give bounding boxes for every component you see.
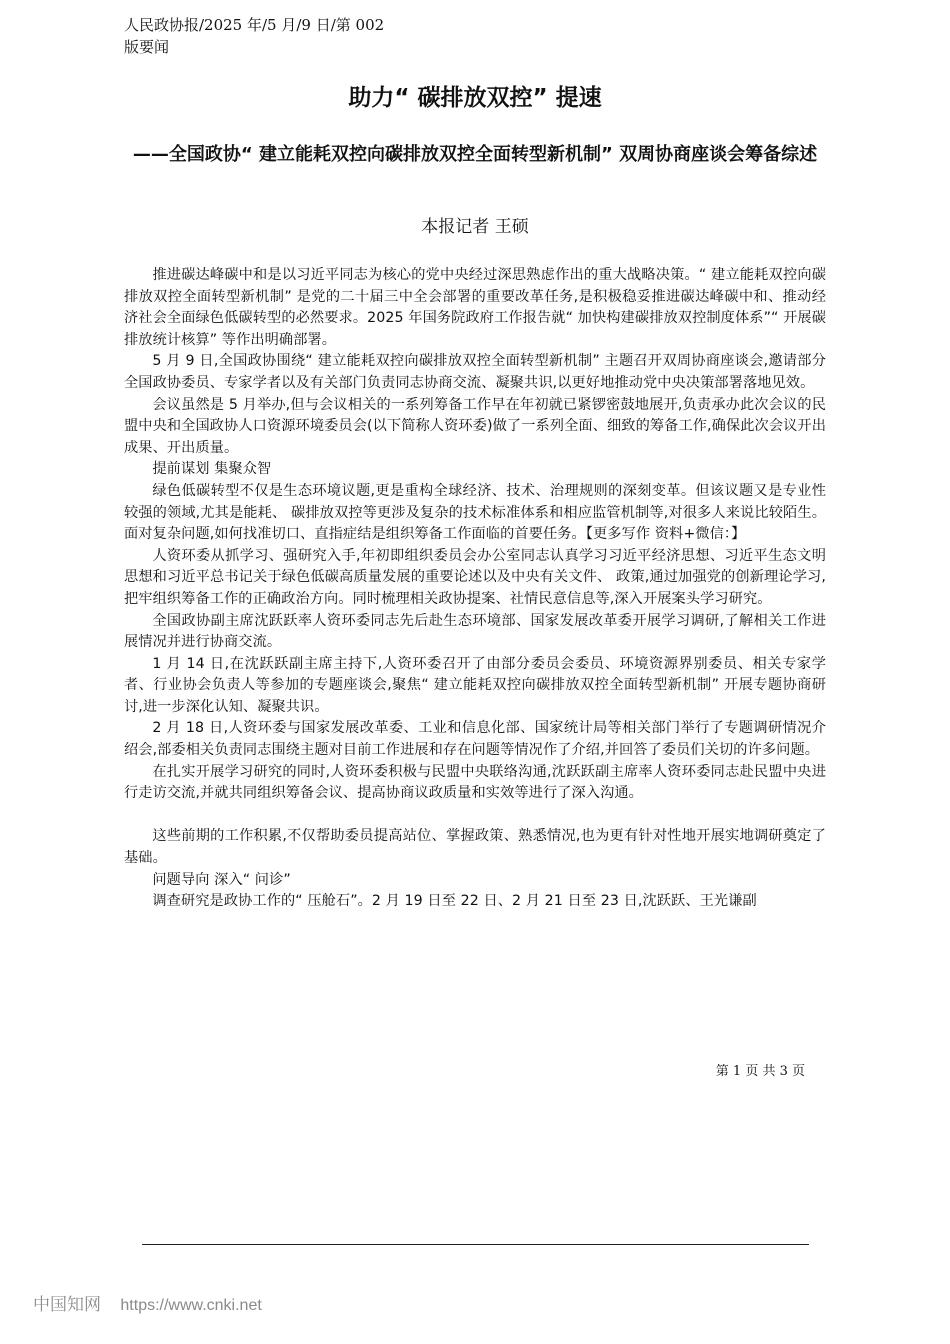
paragraph: 2 月 18 日,人资环委与国家发展改革委、工业和信息化部、国家统计局等相关部门举行了专题调研情况介绍会,部委相关负责同志围绕主题对目前工作进展和存在问题等情况作了介绍,并回答了委员们关切的许多问题。 xyxy=(124,720,826,759)
section-heading: 提前谋划 集聚众智 xyxy=(152,461,272,478)
footer-divider xyxy=(142,1244,809,1245)
publication-info xyxy=(124,14,384,58)
article-byline: 本报记者 王硕 xyxy=(421,217,529,237)
paragraph: 调查研究是政协工作的“ 压舱石”。2 月 19 日至 22 日、2 月 21 日至 23 日,沈跃跃、王光谦副 xyxy=(152,893,757,910)
paragraph: 5 月 9 日,全国政协围绕“ 建立能耗双控向碳排放双控全面转型新机制” 主题召开双周协商座谈会,邀请部分全国政协委员、专家学者以及有关部门负责同志协商交流、凝聚共识,以更好地推动党中央决策部署落地见效。 xyxy=(124,353,826,391)
paragraph: 在扎实开展学习研究的同时,人资环委积极与民盟中央联络沟通,沈跃跃副主席率人资环委同志赴民盟中央进行走访交流,并就共同组织筹备会议、提高协商议政质量和实效等进行了深入沟通。 xyxy=(124,763,826,802)
blank-line xyxy=(124,805,826,827)
page-number: 第 1 页 共 3 页 xyxy=(715,1064,805,1079)
paragraph: 1 月 14 日,在沈跃跃副主席主持下,人资环委召开了由部分委员会委员、环境资源界别委员、相关专家学者、行业协会负责人等参加的专题座谈会,聚焦“ 建立能耗双控向碳排放双控全面转型新机制” 开展专题协商研讨,进一步深化认知、凝聚共识。 xyxy=(124,655,826,715)
article-title: 助力“ 碳排放双控” 提速 xyxy=(348,85,602,111)
paragraph: 这些前期的工作积累,不仅帮助委员提高站位、掌握政策、熟悉情况,也为更有针对性地开展实地调研奠定了基础。 xyxy=(124,828,826,867)
source-line: 人民政协报/2025 年/5 月/9 日/第 002 xyxy=(124,16,385,34)
section-line: 版要闻 xyxy=(124,38,170,56)
paragraph: 会议虽然是 5 月举办,但与会议相关的一系列筹备工作早在年初就已紧锣密鼓地展开,负责承办此次会议的民盟中央和全国政协人口资源环境委员会(以下简称人资环委)做了一系列全面、细致的筹备工作,确保此次会议开出成果、开出质量。 xyxy=(124,396,826,456)
article-subtitle: ——全国政协“ 建立能耗双控向碳排放双控全面转型新机制” 双周协商座谈会筹备综述 xyxy=(132,144,818,165)
article-body xyxy=(124,265,826,913)
watermark-site-name: 中国知网 xyxy=(33,1295,101,1315)
section-heading: 问题导向 深入“ 问诊” xyxy=(152,871,291,888)
paragraph: 全国政协副主席沈跃跃率人资环委同志先后赴生态环境部、国家发展改革委开展学习调研,了解相关工作进展情况并进行协商交流。 xyxy=(124,612,826,651)
cnki-watermark xyxy=(33,1294,262,1317)
paragraph: 绿色低碳转型不仅是生态环境议题,更是重构全球经济、技术、治理规则的深刻变革。但该议题又是专业性较强的领域,尤其是能耗、 碳排放双控等更涉及复杂的技术标准体系和相应监管机制等,对很多人来说比较陌生。面对复杂问题,如何找准切口、直指症结是组织筹备工作面临的首要任务。【更多写作 资料+微信：】 xyxy=(124,482,826,543)
paragraph: 人资环委从抓学习、强研究入手,年初即组织委员会办公室同志认真学习习近平经济思想、习近平生态文明思想和习近平总书记关于绿色低碳高质量发展的重要论述以及中央有关文件、 政策,通过加强党的创新理论学习,把牢组织筹备工作的正确政治方向。同时梳理相关政协提案、社情民意信息等,深入开展案头学习研究。 xyxy=(124,547,826,607)
watermark-url[interactable]: https://www.cnki.net xyxy=(120,1297,262,1314)
paragraph: 推进碳达峰碳中和是以习近平同志为核心的党中央经过深思熟虑作出的重大战略决策。“ 建立能耗双控向碳排放双控全面转型新机制” 是党的二十届三中全会部署的重要改革任务,是积极稳妥推进碳达峰碳中和、推动经济社会全面绿色低碳转型的必然要求。2025 年国务院政府工作报告就“ 加快构建碳排放双控制度体系”“ 开展碳排放统计核算” 等作出明确部署。 xyxy=(124,267,826,348)
